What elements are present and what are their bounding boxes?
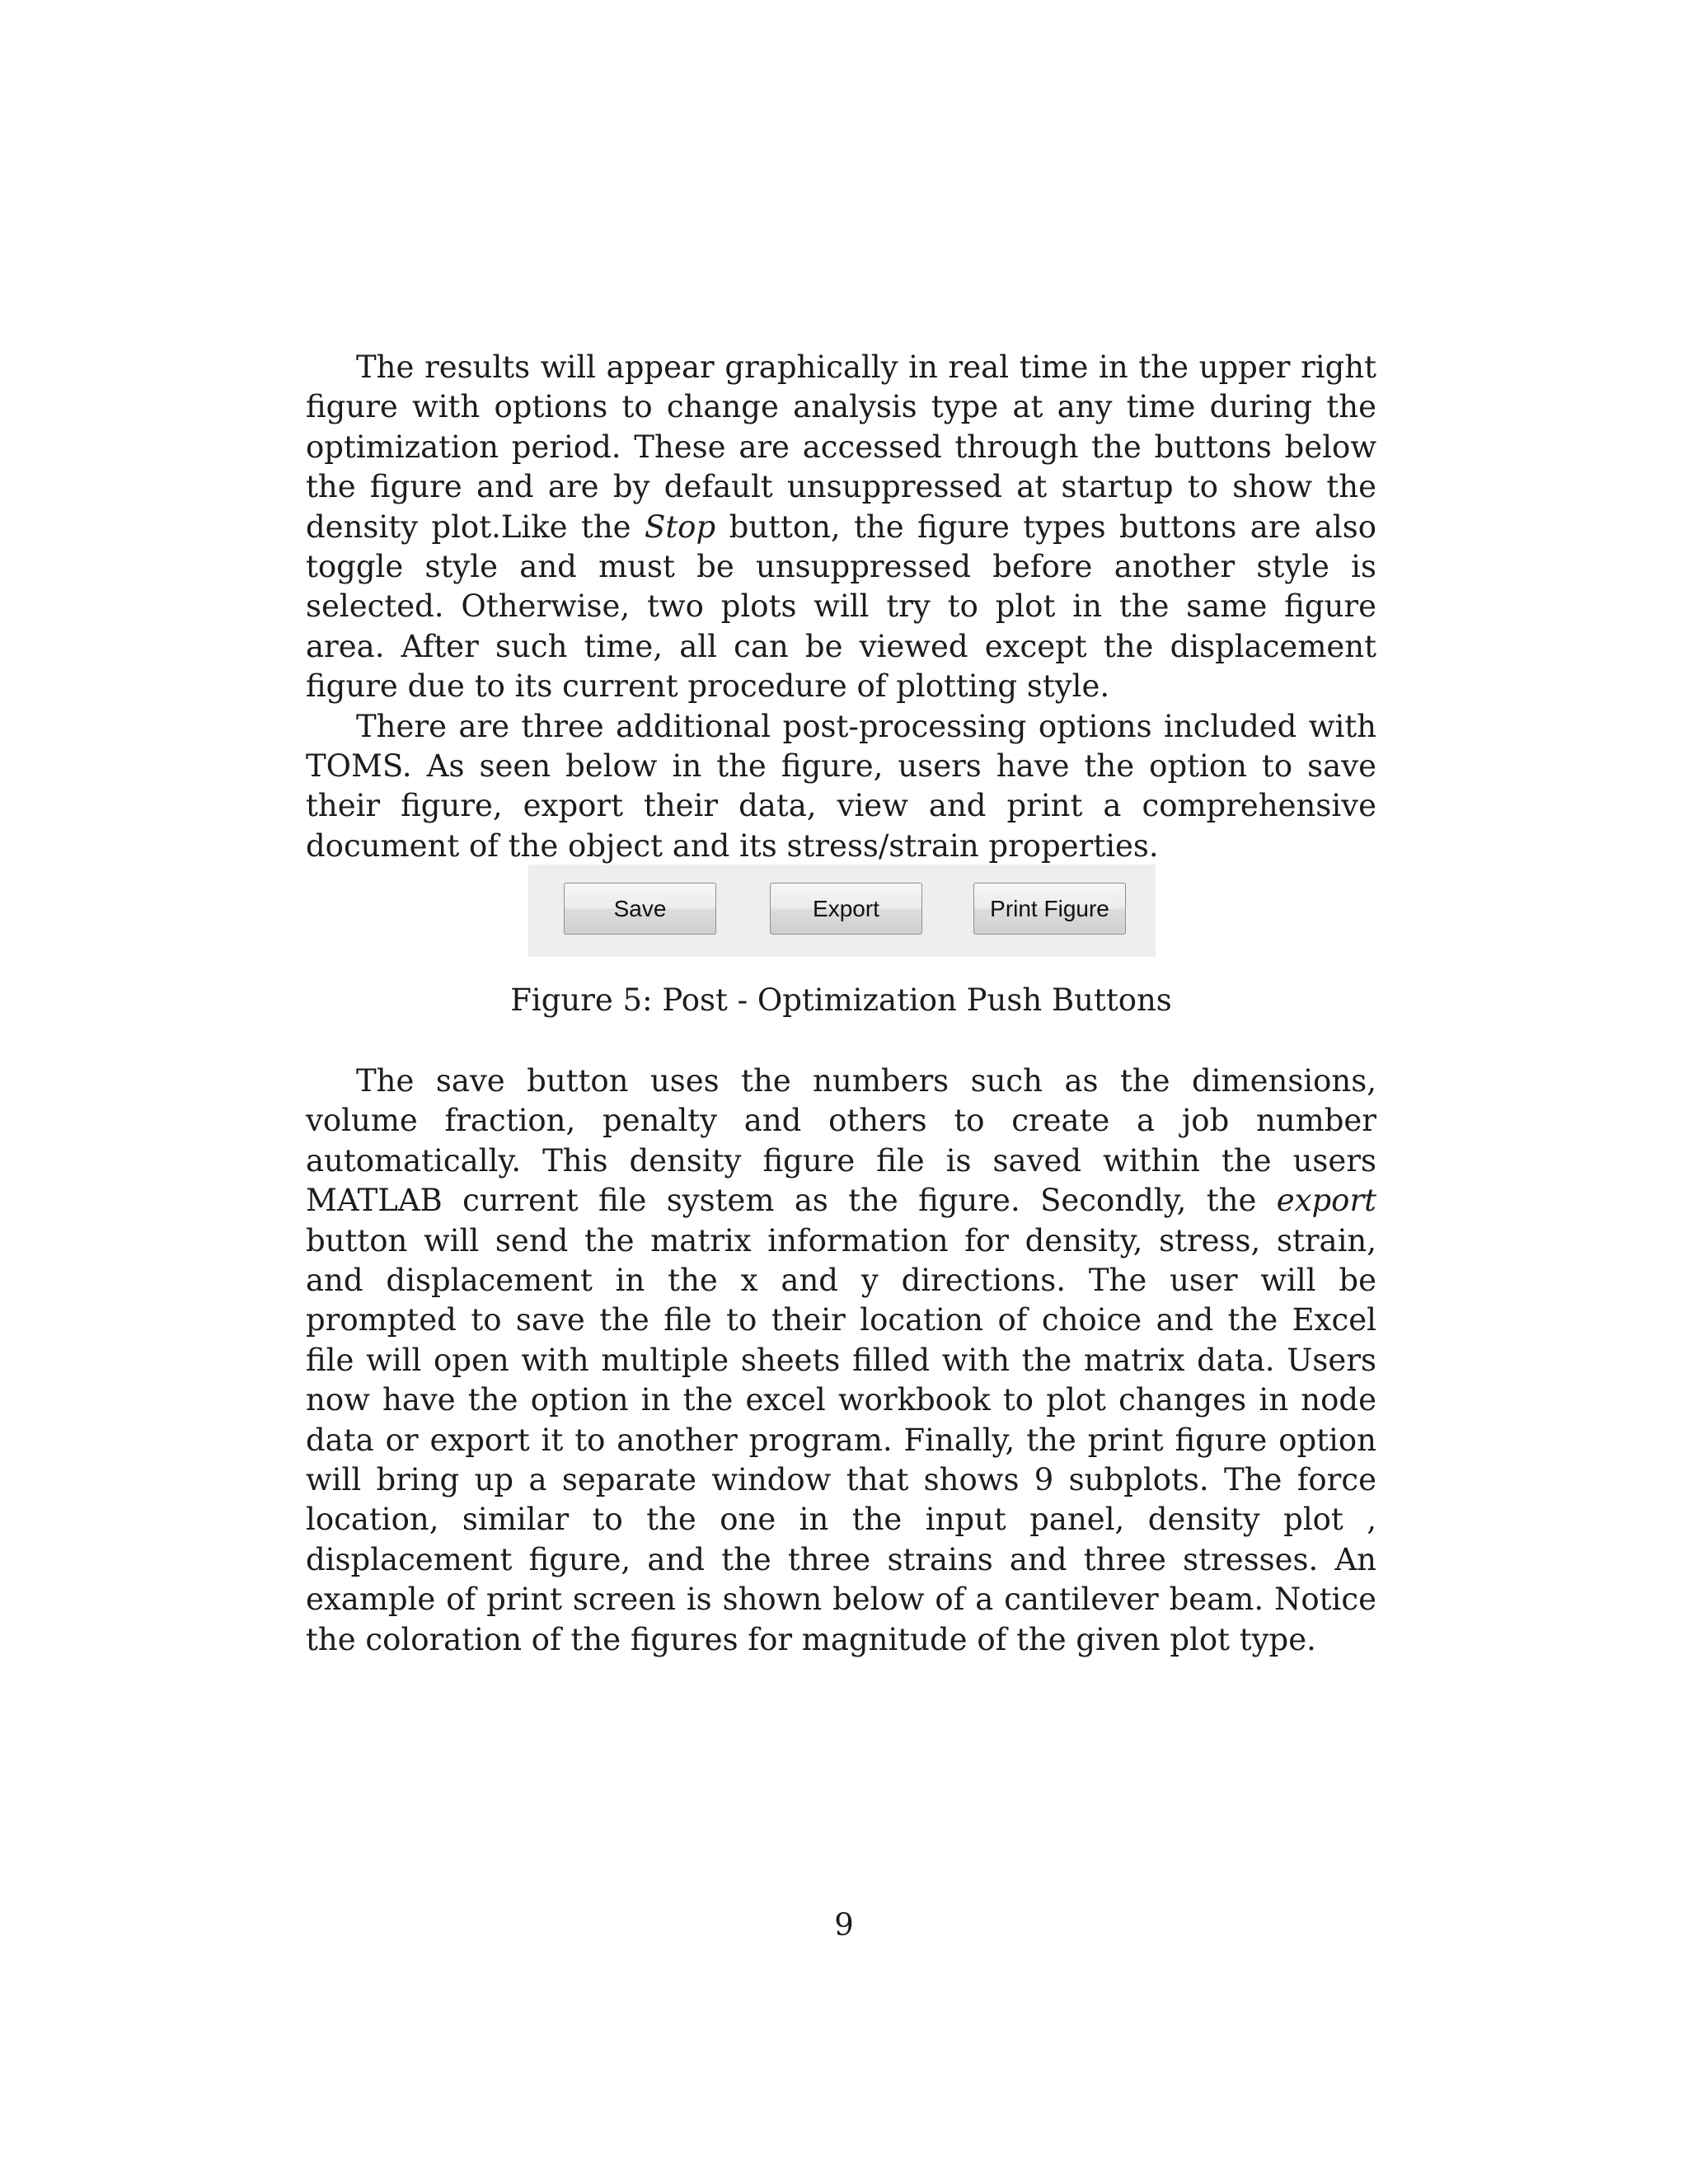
- text-block-top: [306, 348, 1376, 866]
- save-button[interactable]: Save: [564, 883, 716, 935]
- paragraph-button-descriptions: [306, 1062, 1376, 1660]
- paragraph-text: button will send the matrix information for density, stress, strain, and displacement in the x and y directions. The user will be prompted to save the file to their location of choice and the Excel file will open with multiple sheets filled with the matrix data. Users now have the option in the excel workbook to plot changes in node data or export it to another program. Finally, the print figure option will bring up a separate window that shows 9 subplots. The force location, similar to the one in the input panel, density plot , displacement figure, and the three strains and three stresses. An example of print screen is shown below of a cantilever beam. Notice the coloration of the figures for magnitude of the given plot type.: [306, 1222, 1376, 1657]
- text-block-bottom: [306, 1062, 1376, 1660]
- export-button[interactable]: Export: [770, 883, 922, 935]
- figure-button-panel: [528, 865, 1156, 957]
- print-figure-button[interactable]: Print Figure: [973, 883, 1126, 935]
- italic-term-export: export: [1276, 1183, 1376, 1219]
- page-number: 9: [834, 1907, 854, 1943]
- paragraph-text: button, the figure types buttons are also toggle style and must be unsuppressed before another style is selected. Otherwise, two plots will try to plot in the same figure area. After such time, all can be viewed except the displacement figure due to its current procedure of plotting style.: [306, 509, 1376, 705]
- italic-term-stop: Stop: [644, 509, 716, 545]
- paragraph-text: The save button uses the numbers such as the dimensions, volume fraction, penalty and others to create a job number automatically. This density figure file is saved within the users MATLAB current file system as the figure. Secondly, the: [306, 1063, 1376, 1219]
- figure-caption: Figure 5: Post - Optimization Push Buttons: [510, 982, 1172, 1018]
- paragraph-text: The results will appear graphically in real time in the upper right figure with options to change analysis type at any time during the optimization period. These are accessed through the buttons below the figure and are by default unsuppressed at startup to show the density plot.Like the: [306, 349, 1376, 545]
- paragraph-results-display: [306, 348, 1376, 707]
- paragraph-post-processing: There are three additional post-processing options included with TOMS. As seen below in the figure, users have the option to save their figure, export their data, view and print a comprehensive document of the object and its stress/strain properties.: [306, 708, 1376, 864]
